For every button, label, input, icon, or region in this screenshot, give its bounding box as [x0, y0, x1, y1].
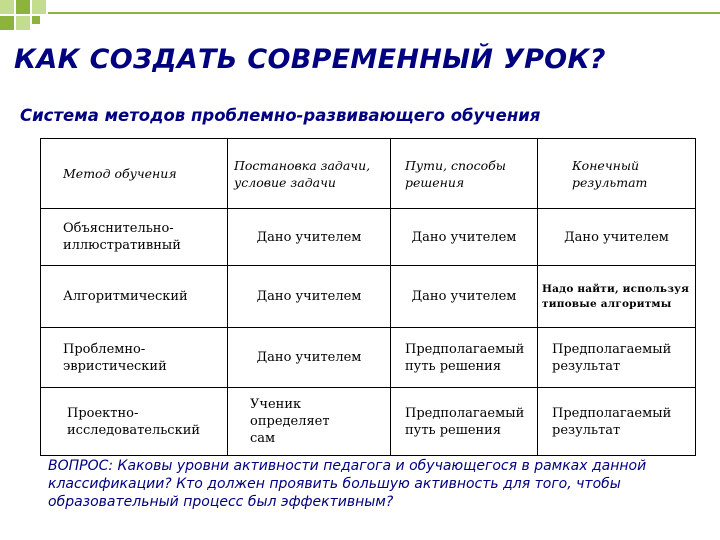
table-cell: Надо найти, используя типовые алгоритмы [538, 266, 696, 328]
table-row [41, 266, 696, 328]
table-header-row [41, 139, 696, 209]
deco-line [48, 12, 720, 14]
table-cell: Предполагаемый результат [538, 388, 696, 456]
table-cell: Предполагаемый результат [538, 328, 696, 388]
header-cell-method: Метод обучения [41, 139, 228, 209]
deco-square [32, 16, 40, 24]
methods-table [40, 138, 696, 456]
table-cell: Дано учителем [228, 266, 391, 328]
table-cell: Алгоритмический [41, 266, 228, 328]
page-subtitle: Система методов проблемно-развивающего обучения [20, 106, 541, 125]
question-text: ВОПРОС: Каковы уровни активности педагога и обучающегося в рамках данной классификации? Кто должен проявить большую активность для того, чтобы образовательный процесс был эффективным? [48, 458, 647, 510]
header-cell-task: Постановка задачи, условие задачи [228, 139, 391, 209]
table-row [41, 328, 696, 388]
table-cell: Проблемно-эвристический [41, 328, 228, 388]
table-cell: Дано учителем [391, 266, 538, 328]
table-cell: Ученик определяет сам [228, 388, 391, 456]
table-row [41, 209, 696, 266]
table-cell: Предполагаемый путь решения [391, 388, 538, 456]
table-cell: Проектно-исследовательский [41, 388, 228, 456]
deco-square [16, 16, 30, 30]
table-cell: Дано учителем [228, 328, 391, 388]
table-cell: Предполагаемый путь решения [391, 328, 538, 388]
table-cell: Дано учителем [228, 209, 391, 266]
deco-square [0, 0, 14, 14]
deco-square [32, 0, 46, 14]
table-cell: Дано учителем [538, 209, 696, 266]
deco-square [0, 16, 14, 30]
table-cell: Объяснительно-иллюстративный [41, 209, 228, 266]
deco-square [16, 0, 30, 14]
header-cell-ways: Пути, способы решения [391, 139, 538, 209]
table-row [41, 388, 696, 456]
decorative-squares [0, 0, 720, 40]
table-cell: Дано учителем [391, 209, 538, 266]
page-title: КАК СОЗДАТЬ СОВРЕМЕННЫЙ УРОК? [14, 44, 606, 75]
header-cell-result: Конечный результат [538, 139, 696, 209]
